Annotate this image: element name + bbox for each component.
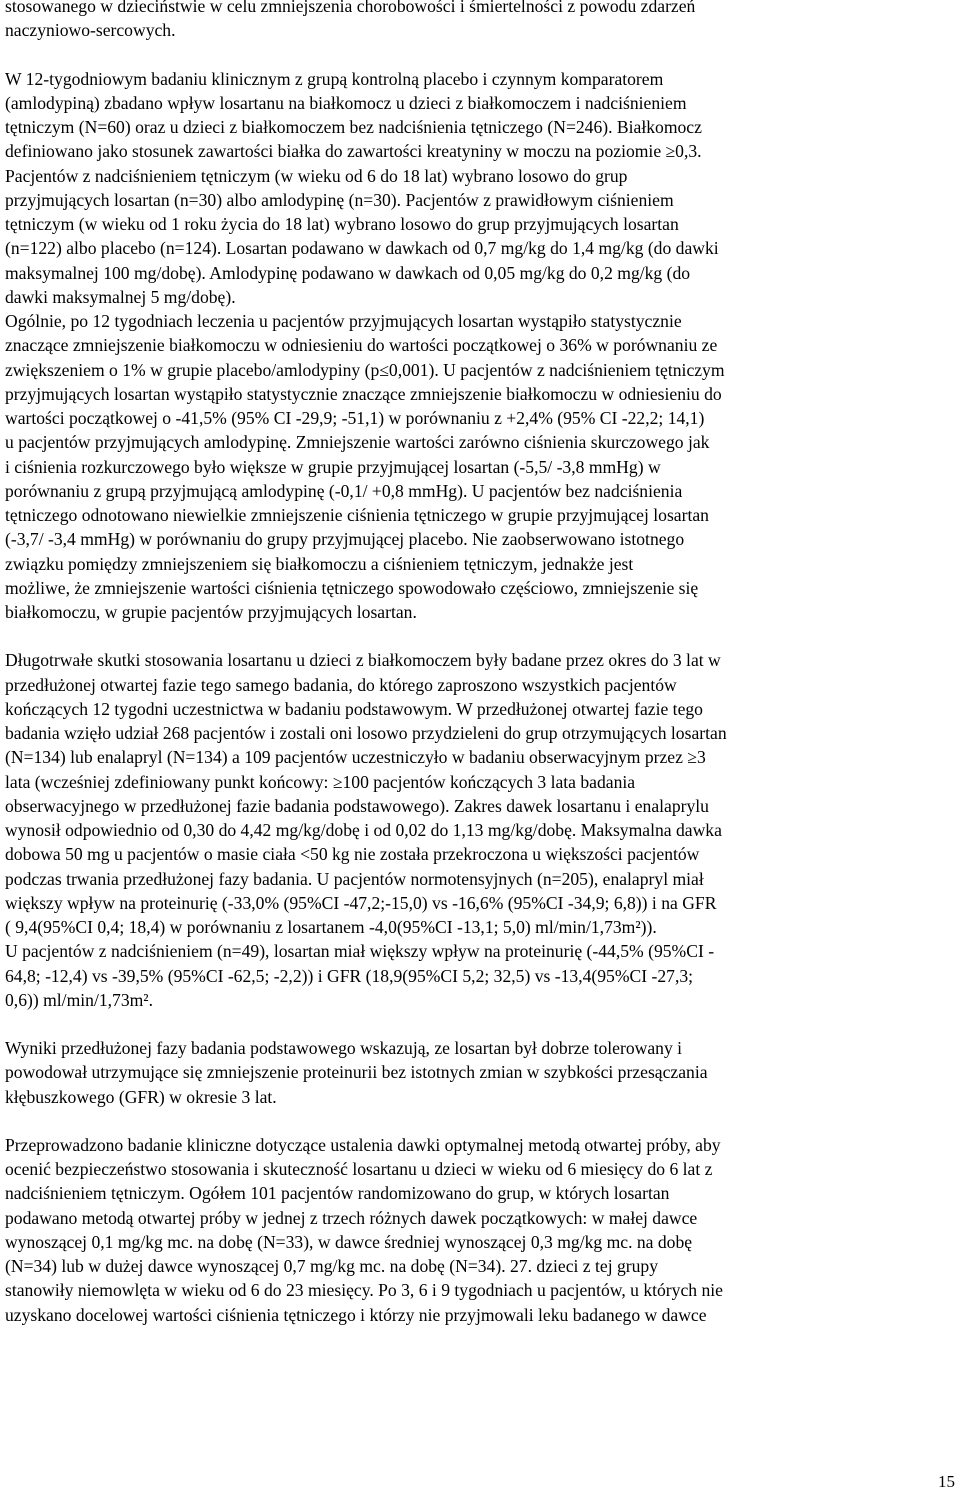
text-line: dobowa 50 mg u pacjentów o masie ciała <50 kg nie została przekroczona u większości pacjentów [5,844,700,865]
paragraph-gap [5,624,933,648]
document-body [5,0,933,1327]
text-line: Długotrwałe skutki stosowania losartanu u dzieci z białkomoczem były badane przez okres do 3 lat w [5,650,721,671]
text-line: wynoszącej 0,1 mg/kg mc. na dobę (N=33), w dawce średniej wynoszącej 0,3 mg/kg mc. na dobę [5,1231,693,1252]
text-line: tętniczym (N=60) oraz u dzieci z białkomoczem bez nadciśnienia tętniczego (N=246). Białkomocz [5,117,702,137]
text-line: Ogólnie, po 12 tygodniach leczenia u pacjentów przyjmujących losartan wystąpiło statystycznie [5,311,682,331]
text-line: białkomoczu, w grupie pacjentów przyjmujących losartan. [5,602,417,622]
text-line: (N=134) lub enalapryl (N=134) a 109 pacjentów uczestniczyło w badaniu obserwacyjnym przez ≥3 [5,747,706,768]
text-line: (-3,7/ -3,4 mmHg) w porównaniu do grupy przyjmującej placebo. Nie zaobserwowano istotnego [5,529,685,550]
paragraph-gap [5,1012,933,1036]
paragraph-gap [5,1109,933,1133]
text-line: lata (wcześniej zdefiniowany punkt końcowy: ≥100 pacjentów kończących 3 lata badania [5,771,636,792]
text-line: dawki maksymalnej 5 mg/dobę). [5,286,236,307]
text-line: u pacjentów przyjmujących amlodypinę. Zmniejszenie wartości zarówno ciśnienia skurczowego jak [5,432,710,453]
text-line: wynosił odpowiednio od 0,30 do 4,42 mg/kg/dobę i od 0,02 do 1,13 mg/kg/dobę. Maksymalna dawka [5,820,722,840]
text-line: U pacjentów z nadciśnieniem (n=49), losartan miał większy wpływ na proteinurię (-44,5% (95%CI - [5,941,715,962]
text-line: większy wpływ na proteinurię (-33,0% (95%CI -47,2;-15,0) vs -16,6% (95%CI -34,9; 6,8)) i na GFR [5,892,717,913]
paragraph [5,67,933,625]
text-line: kończących 12 tygodni uczestnictwa w badaniu podstawowym. W przedłużonej otwartej fazie tego [5,698,703,719]
text-line: zwiększeniem o 1% w grupie placebo/amlodypiny (p≤0,001). U pacjentów z nadciśnieniem tętniczym [5,359,725,380]
text-line: definiowano jako stosunek zawartości białka do zawartości kreatyniny w moczu na poziomie ≥0,3. [5,141,702,162]
text-line: stosowanego w dzieciństwie w celu zmniejszenia chorobowości i śmiertelności z powodu zdarzeń [5,0,696,16]
document-page [5,0,933,1327]
text-line: uzyskano docelowej wartości ciśnienia tętniczego i którzy nie przyjmowali leku badanego w dawce [5,1304,707,1325]
text-line: naczyniowo-sercowych. [5,20,176,41]
text-line: powodował utrzymujące się zmniejszenie proteinurii bez istotnych zmian w szybkości przesączania [5,1062,708,1083]
text-line: Przeprowadzono badanie kliniczne dotyczące ustalenia dawki optymalnej metodą otwartej próby, aby [5,1134,721,1155]
text-line: nadciśnieniem tętniczym. Ogółem 101 pacjentów randomizowano do grup, w których losartan [5,1183,670,1204]
text-line: (N=34) lub w dużej dawce wynoszącej 0,7 mg/kg mc. na dobę (N=34). 27. dzieci z tej grupy [5,1256,659,1276]
text-line: znaczące zmniejszenie białkomoczu w odniesieniu do wartości początkowej o 36% w porównaniu ze [5,335,718,356]
text-line: kłębuszkowego (GFR) w okresie 3 lat. [5,1086,277,1107]
text-line: Pacjentów z nadciśnieniem tętniczym (w wieku od 6 do 18 lat) wybrano losowo do grup [5,165,628,186]
text-line: tętniczym (w wieku od 1 roku życia do 18 lat) wybrano losowo do grup przyjmujących losartan [5,214,679,234]
text-line: i ciśnienia rozkurczowego było większe w grupie przyjmującej losartan (-5,5/ -3,8 mmHg) w [5,456,661,477]
paragraph [5,0,933,43]
paragraph-gap [5,43,933,67]
text-line: podczas trwania przedłużonej fazy badania. U pacjentów normotensyjnych (n=205), enalapryl miał [5,868,704,889]
text-line: badania wzięło udział 268 pacjentów i zostali oni losowo przydzieleni do grup otrzymujących losartan [5,723,727,743]
text-line: (n=122) albo placebo (n=124). Losartan podawano w dawkach od 0,7 mg/kg do 1,4 mg/kg (do dawki [5,238,719,259]
paragraph [5,1036,933,1109]
text-line: podawano metodą otwartej próby w jednej z trzech różnych dawek początkowych: w małej dawce [5,1207,698,1228]
text-line: (amlodypiną) zbadano wpływ losartanu na białkomocz u dzieci z białkomoczem i nadciśnieniem [5,92,687,113]
text-line: 0,6)) ml/min/1,73m². [5,989,153,1010]
paragraph [5,1133,933,1327]
text-line: W 12-tygodniowym badaniu klinicznym z grupą kontrolną placebo i czynnym komparatorem [5,68,664,89]
text-line: stanowiły niemowlęta w wieku od 6 do 23 miesięcy. Po 3, 6 i 9 tygodniach u pacjentów, u których nie [5,1280,723,1301]
paragraph [5,648,933,1012]
text-line: 64,8; -12,4) vs -39,5% (95%CI -62,5; -2,2)) i GFR (18,9(95%CI 5,2; 32,5) vs -13,4(95%CI -27,3; [5,965,694,986]
text-line: Wyniki przedłużonej fazy badania podstawowego wskazują, ze losartan był dobrze tolerowany i [5,1038,683,1058]
text-line: porównaniu z grupą przyjmującą amlodypinę (-0,1/ +0,8 mmHg). U pacjentów bez nadciśnienia [5,480,683,501]
text-line: tętniczego odnotowano niewielkie zmniejszenie ciśnienia tętniczego w grupie przyjmującej losartan [5,505,709,525]
text-line: związku pomiędzy zmniejszeniem się białkomoczu a ciśnieniem tętniczym, jednakże jest [5,553,634,574]
text-line: przyjmujących losartan wystąpiło statystycznie znaczące zmniejszenie białkomoczu w odniesieniu do [5,383,722,404]
text-line: wartości początkowej o -41,5% (95% CI -29,9; -51,1) w porównaniu z +2,4% (95% CI -22,2; 14,1) [5,408,705,428]
text-line: przyjmujących losartan (n=30) albo amlodypinę (n=30). Pacjentów z prawidłowym ciśnieniem [5,189,674,210]
page-number: 15 [938,1472,955,1491]
text-line: przedłużonej otwartej fazie tego samego badania, do którego zaproszono wszystkich pacjentów [5,674,677,695]
text-line: możliwe, że zmniejszenie wartości ciśnienia tętniczego spowodowało częściowo, zmniejszenie się [5,577,699,598]
text-line: ocenić bezpieczeństwo stosowania i skuteczność losartanu u dzieci w wieku od 6 miesięcy do 6 lat z [5,1159,713,1179]
text-line: maksymalnej 100 mg/dobę). Amlodypinę podawano w dawkach od 0,05 mg/kg do 0,2 mg/kg (do [5,262,691,283]
text-line: obserwacyjnego w przedłużonej fazie badania podstawowego). Zakres dawek losartanu i enalaprylu [5,795,709,816]
text-line: ( 9,4(95%CI 0,4; 18,4) w porównaniu z losartanem -4,0(95%CI -13,1; 5,0) ml/min/1,73m²)). [5,917,657,937]
